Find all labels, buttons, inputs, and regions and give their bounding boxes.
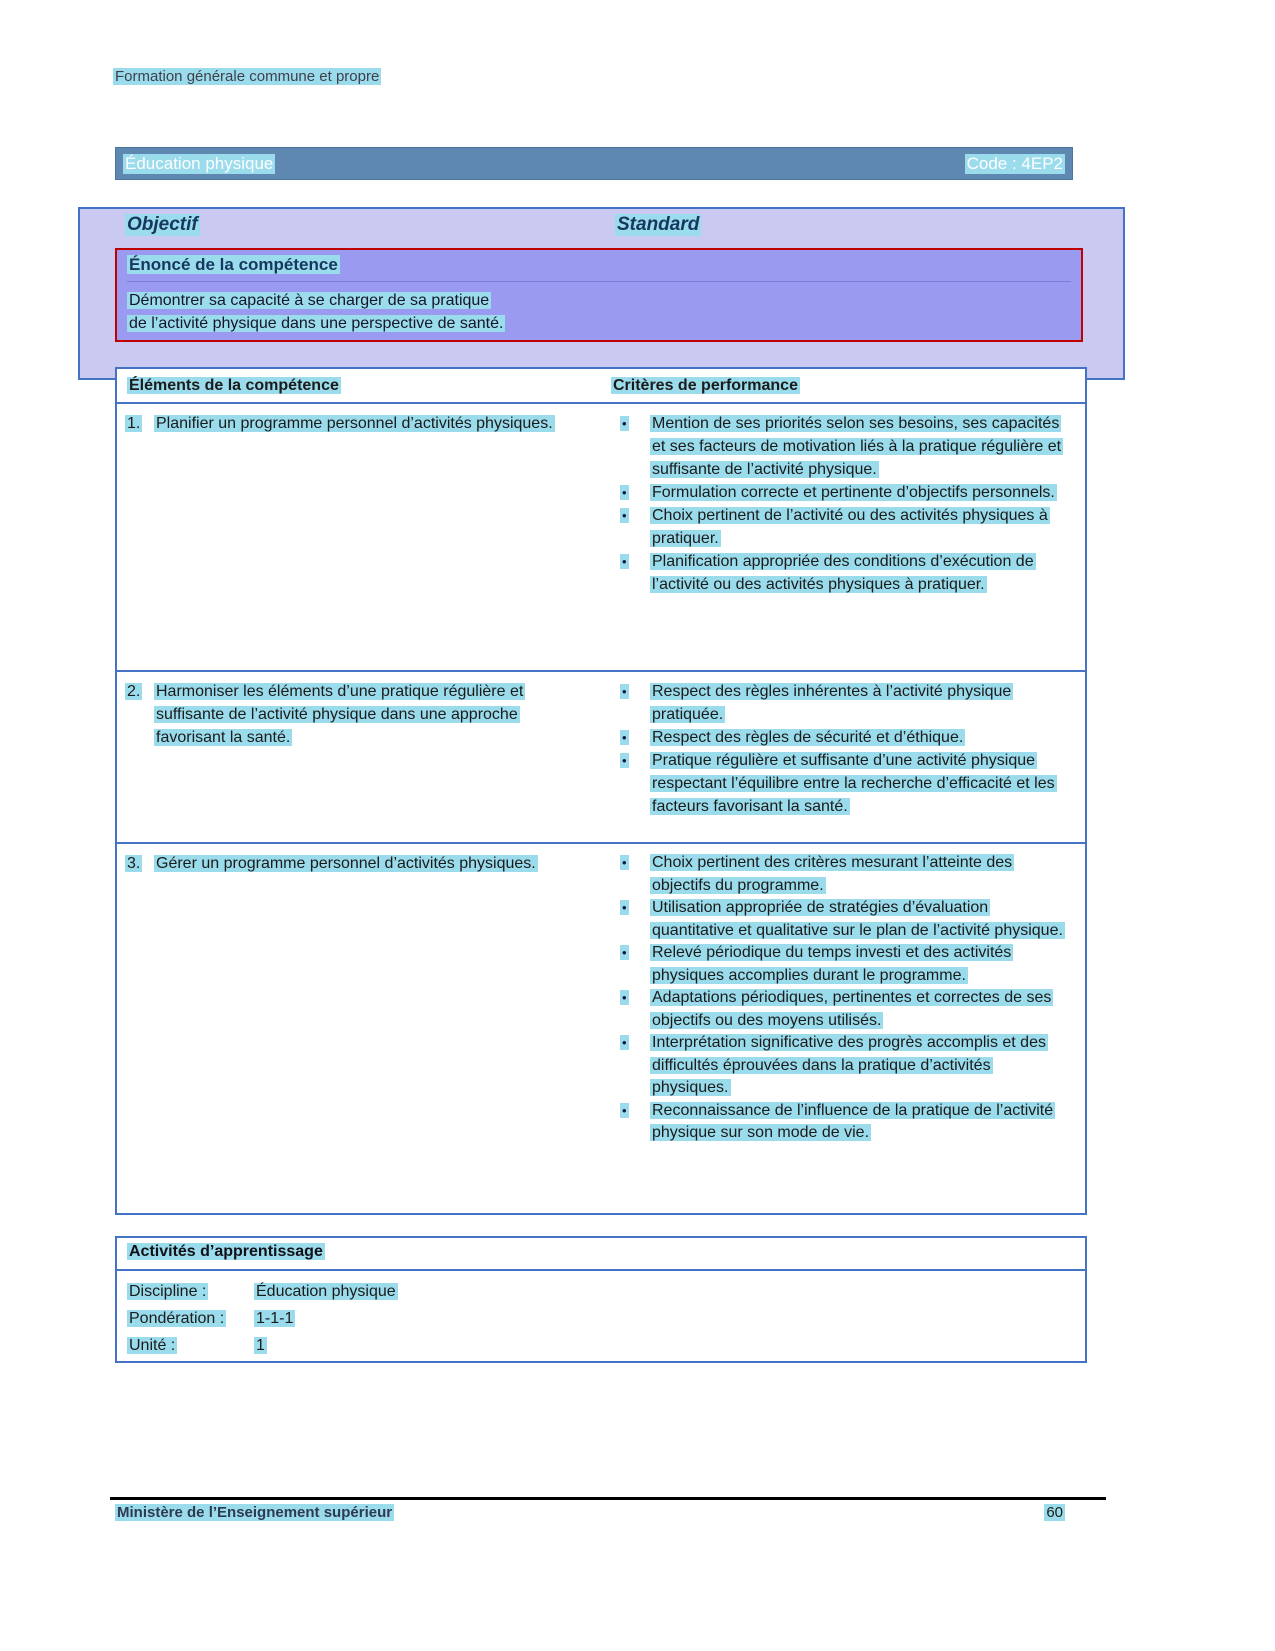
- bullet-icon: •: [622, 684, 627, 699]
- criterion-text: Adaptations périodiques, pertinentes et correctes de ses objectifs ou des moyens utilisés.: [652, 989, 1052, 1029]
- criterion-text: Reconnaissance de l’influence de la pratique de l’activité physique sur son mode de vie.: [652, 1101, 1054, 1141]
- table-row: [117, 670, 1085, 842]
- bullet-icon: •: [622, 855, 627, 870]
- activity-row-ponderation: [127, 1307, 1075, 1330]
- section-header-bar: [115, 147, 1073, 180]
- footer-page-number: 60: [1046, 1504, 1063, 1521]
- table-header-criteria: [609, 377, 1085, 395]
- criterion-item: [617, 852, 1069, 897]
- standard-heading: Standard: [617, 214, 700, 235]
- competence-statement-line: [127, 312, 1071, 335]
- bullet-icon: •: [622, 945, 627, 960]
- section-title: Éducation physique: [125, 153, 274, 173]
- table-header-elements-text: Éléments de la compétence: [129, 376, 339, 394]
- criterion-text: Respect des règles inhérentes à l’activité physique pratiquée.: [652, 683, 1012, 723]
- footer-ministry: Ministère de l’Enseignement supérieur: [117, 1504, 393, 1521]
- table-row: [117, 842, 1085, 1213]
- criterion-text: Respect des règles de sécurité et d’éthique.: [652, 729, 964, 746]
- bullet-icon: •: [622, 508, 627, 523]
- row-number: 3.: [127, 855, 141, 872]
- bullet-icon: •: [622, 1102, 627, 1118]
- element-cell: [117, 844, 609, 1213]
- learning-activities-box: [115, 1236, 1087, 1363]
- criterion-text: Formulation correcte et pertinente d’objectifs personnels.: [652, 484, 1055, 501]
- criterion-text: Choix pertinent des critères mesurant l’atteinte des objectifs du programme.: [652, 854, 1013, 894]
- row-number: 2.: [127, 683, 141, 700]
- activity-value: 1-1-1: [256, 1310, 294, 1327]
- competence-statement-text-2: de l’activité physique dans une perspective de santé.: [129, 315, 504, 332]
- table-header-row: [117, 369, 1085, 404]
- objective-standard-box: [78, 207, 1125, 380]
- activity-label: Pondération :: [129, 1310, 225, 1327]
- element-cell: [117, 672, 609, 842]
- criterion-item: [617, 987, 1069, 1032]
- criterion-item: [617, 550, 1069, 596]
- element-text: Planifier un programme personnel d’activités physiques.: [156, 415, 553, 432]
- activity-value: Éducation physique: [256, 1283, 396, 1300]
- criterion-text: Planification appropriée des conditions d’exécution de l’activité ou des activités physiques à pratiquer.: [652, 553, 1034, 593]
- criterion-item: [617, 749, 1069, 818]
- criterion-item: [617, 942, 1069, 987]
- bullet-icon: •: [622, 730, 627, 745]
- criterion-item: [617, 1100, 1069, 1145]
- bullet-icon: •: [622, 900, 627, 915]
- page-footer: [115, 1504, 1065, 1521]
- bullet-icon: •: [622, 485, 627, 500]
- criterion-text: Choix pertinent de l’activité ou des activités physiques à pratiquer.: [652, 507, 1048, 547]
- bullet-icon: •: [622, 990, 627, 1005]
- bullet-icon: •: [622, 554, 627, 569]
- criterion-item: [617, 680, 1069, 726]
- criterion-text: Interprétation significative des progrès accomplis et des difficultés éprouvées dans la pratique d’activités physiques.: [652, 1034, 1046, 1096]
- table-row: [117, 404, 1085, 670]
- criterion-item: [617, 726, 1069, 749]
- section-code: Code : 4EP2: [966, 153, 1063, 173]
- competence-statement-title: [127, 255, 1071, 282]
- activity-label: Unité :: [129, 1337, 176, 1354]
- competence-statement-line: [127, 289, 1071, 312]
- criteria-cell: [609, 404, 1085, 670]
- competence-table: [115, 367, 1087, 1215]
- document-category-text: Formation générale commune et propre: [115, 68, 380, 85]
- criteria-cell: [609, 672, 1085, 842]
- bullet-icon: •: [622, 416, 627, 431]
- criterion-text: Utilisation appropriée de stratégies d’évaluation quantitative et qualitative sur le plan de l’activité physique.: [652, 899, 1063, 939]
- activity-row-unite: [127, 1334, 1075, 1357]
- bullet-icon: •: [622, 753, 627, 768]
- learning-activities-title-text: Activités d’apprentissage: [129, 1243, 323, 1260]
- element-text: Gérer un programme personnel d’activités physiques.: [156, 855, 536, 872]
- criterion-item: [617, 481, 1069, 504]
- table-header-elements: [117, 377, 609, 395]
- document-category-label: [113, 68, 381, 85]
- element-cell: [117, 404, 609, 670]
- row-number: 1.: [127, 415, 141, 432]
- activity-value: 1: [256, 1337, 265, 1354]
- competence-statement-box: [115, 248, 1083, 342]
- criterion-item: [617, 412, 1069, 481]
- activity-label: Discipline :: [129, 1283, 207, 1300]
- learning-activities-title: [117, 1243, 1085, 1271]
- bullet-icon: •: [622, 1035, 627, 1050]
- objectif-heading: Objectif: [127, 214, 198, 235]
- criterion-item: [617, 1032, 1069, 1100]
- table-header-criteria-text: Critères de performance: [613, 376, 798, 394]
- footer-divider: [110, 1497, 1106, 1500]
- criterion-text: Relevé périodique du temps investi et des activités physiques accomplies durant le programme.: [652, 944, 1012, 984]
- competence-statement-title-text: Énoncé de la compétence: [129, 255, 338, 274]
- criterion-item: [617, 897, 1069, 942]
- competence-statement-text-1: Démontrer sa capacité à se charger de sa pratique: [129, 292, 490, 309]
- criterion-text: Pratique régulière et suffisante d’une activité physique respectant l’équilibre entre la recherche d’efficacité et les facteurs favorisant la santé.: [652, 752, 1055, 815]
- criteria-cell: [609, 844, 1085, 1213]
- activity-row-discipline: [127, 1280, 1075, 1303]
- criterion-item: [617, 504, 1069, 550]
- learning-activities-rows: [117, 1271, 1085, 1357]
- criterion-text: Mention de ses priorités selon ses besoins, ses capacités et ses facteurs de motivation liés à la pratique régulière et suffisante de l’activité physique.: [652, 415, 1062, 478]
- element-text: Harmoniser les éléments d’une pratique régulière et suffisante de l’activité physique dans une approche favorisant la santé.: [156, 683, 524, 746]
